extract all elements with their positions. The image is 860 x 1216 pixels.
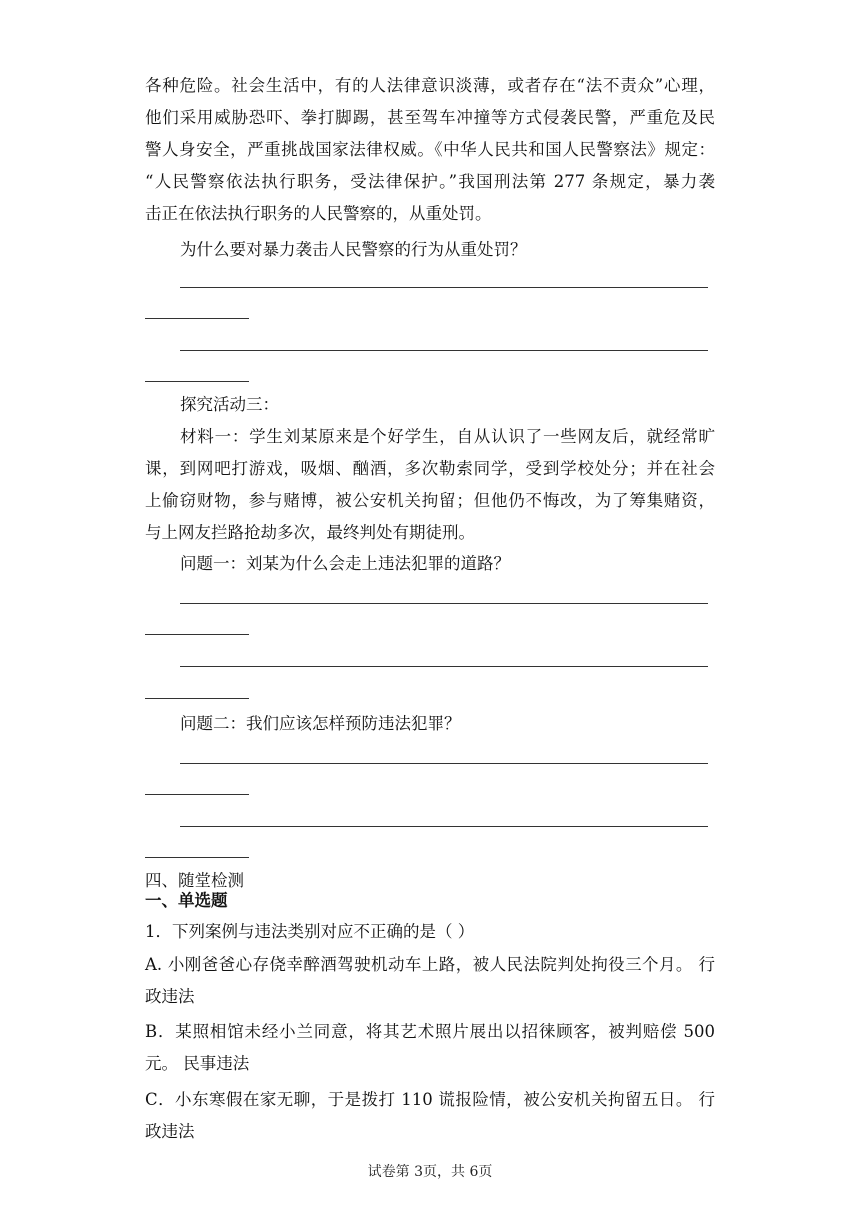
option-c-line2[interactable]: 政违法 — [145, 1122, 195, 1141]
material-line: 课，到网吧打游戏，吸烟、酗酒，多次勒索同学，受到学校处分；并在社会 — [145, 459, 715, 478]
answer-line-continuation[interactable] — [145, 698, 249, 699]
question-text: 问题一：刘某为什么会走上违法犯罪的道路？ — [180, 554, 510, 573]
question-stem: 1．下列案例与违法类别对应不正确的是（ ） — [145, 922, 475, 941]
answer-line[interactable] — [180, 763, 708, 764]
option-a-line2[interactable]: 政违法 — [145, 987, 195, 1006]
page-footer: 试卷第 3页，共 6页 — [367, 1164, 493, 1180]
option-a-line1[interactable]: A. 小刚爸爸心存侥幸醉酒驾驶机动车上路，被人民法院判处拘役三个月。 行 — [145, 955, 715, 974]
option-b-line1[interactable]: B．某照相馆未经小兰同意，将其艺术照片展出以招徕顾客，被判赔偿 500 — [145, 1022, 715, 1041]
material-line: 击正在依法执行职务的人民警察的，从重处罚。 — [145, 204, 492, 223]
answer-line-continuation[interactable] — [145, 794, 249, 795]
answer-line-continuation[interactable] — [145, 634, 249, 635]
answer-line[interactable] — [180, 826, 708, 827]
section-title: 四、随堂检测 — [145, 871, 244, 890]
answer-line[interactable] — [180, 666, 708, 667]
material-line: 上偷窃财物，参与赌博，被公安机关拘留；但他仍不悔改，为了筹集赌资， — [145, 491, 715, 510]
answer-line[interactable] — [180, 287, 708, 288]
material-line: 他们采用威胁恐吓、拳打脚踢，甚至驾车冲撞等方式侵袭民警，严重危及民 — [145, 108, 715, 127]
material-line: 与上网友拦路抢劫多次，最终判处有期徒刑。 — [145, 523, 475, 542]
answer-line-continuation[interactable] — [145, 318, 249, 319]
activity-title: 探究活动三： — [180, 395, 279, 414]
answer-line[interactable] — [180, 350, 708, 351]
material-line: “人民警察依法执行职务，受法律保护。”我国刑法第 277 条规定，暴力袭 — [145, 172, 715, 191]
answer-line[interactable] — [180, 603, 708, 604]
material-line: 各种危险。社会生活中，有的人法律意识淡薄，或者存在“法不责众”心理， — [145, 76, 715, 95]
section-subtitle: 一、单选题 — [145, 891, 228, 910]
answer-line-continuation[interactable] — [145, 381, 249, 382]
material-line: 材料一：学生刘某原来是个好学生，自从认识了一些网友后，就经常旷 — [180, 427, 715, 446]
question-text: 为什么要对暴力袭击人民警察的行为从重处罚？ — [180, 240, 527, 259]
answer-line-continuation[interactable] — [145, 857, 249, 858]
question-text: 问题二：我们应该怎样预防违法犯罪？ — [180, 714, 461, 733]
material-line: 警人身安全，严重挑战国家法律权威。《中华人民共和国人民警察法》规定： — [145, 140, 715, 159]
option-b-line2[interactable]: 元。 民事违法 — [145, 1054, 250, 1073]
option-c-line1[interactable]: C．小东寒假在家无聊，于是拨打 110 谎报险情，被公安机关拘留五日。 行 — [145, 1090, 715, 1109]
